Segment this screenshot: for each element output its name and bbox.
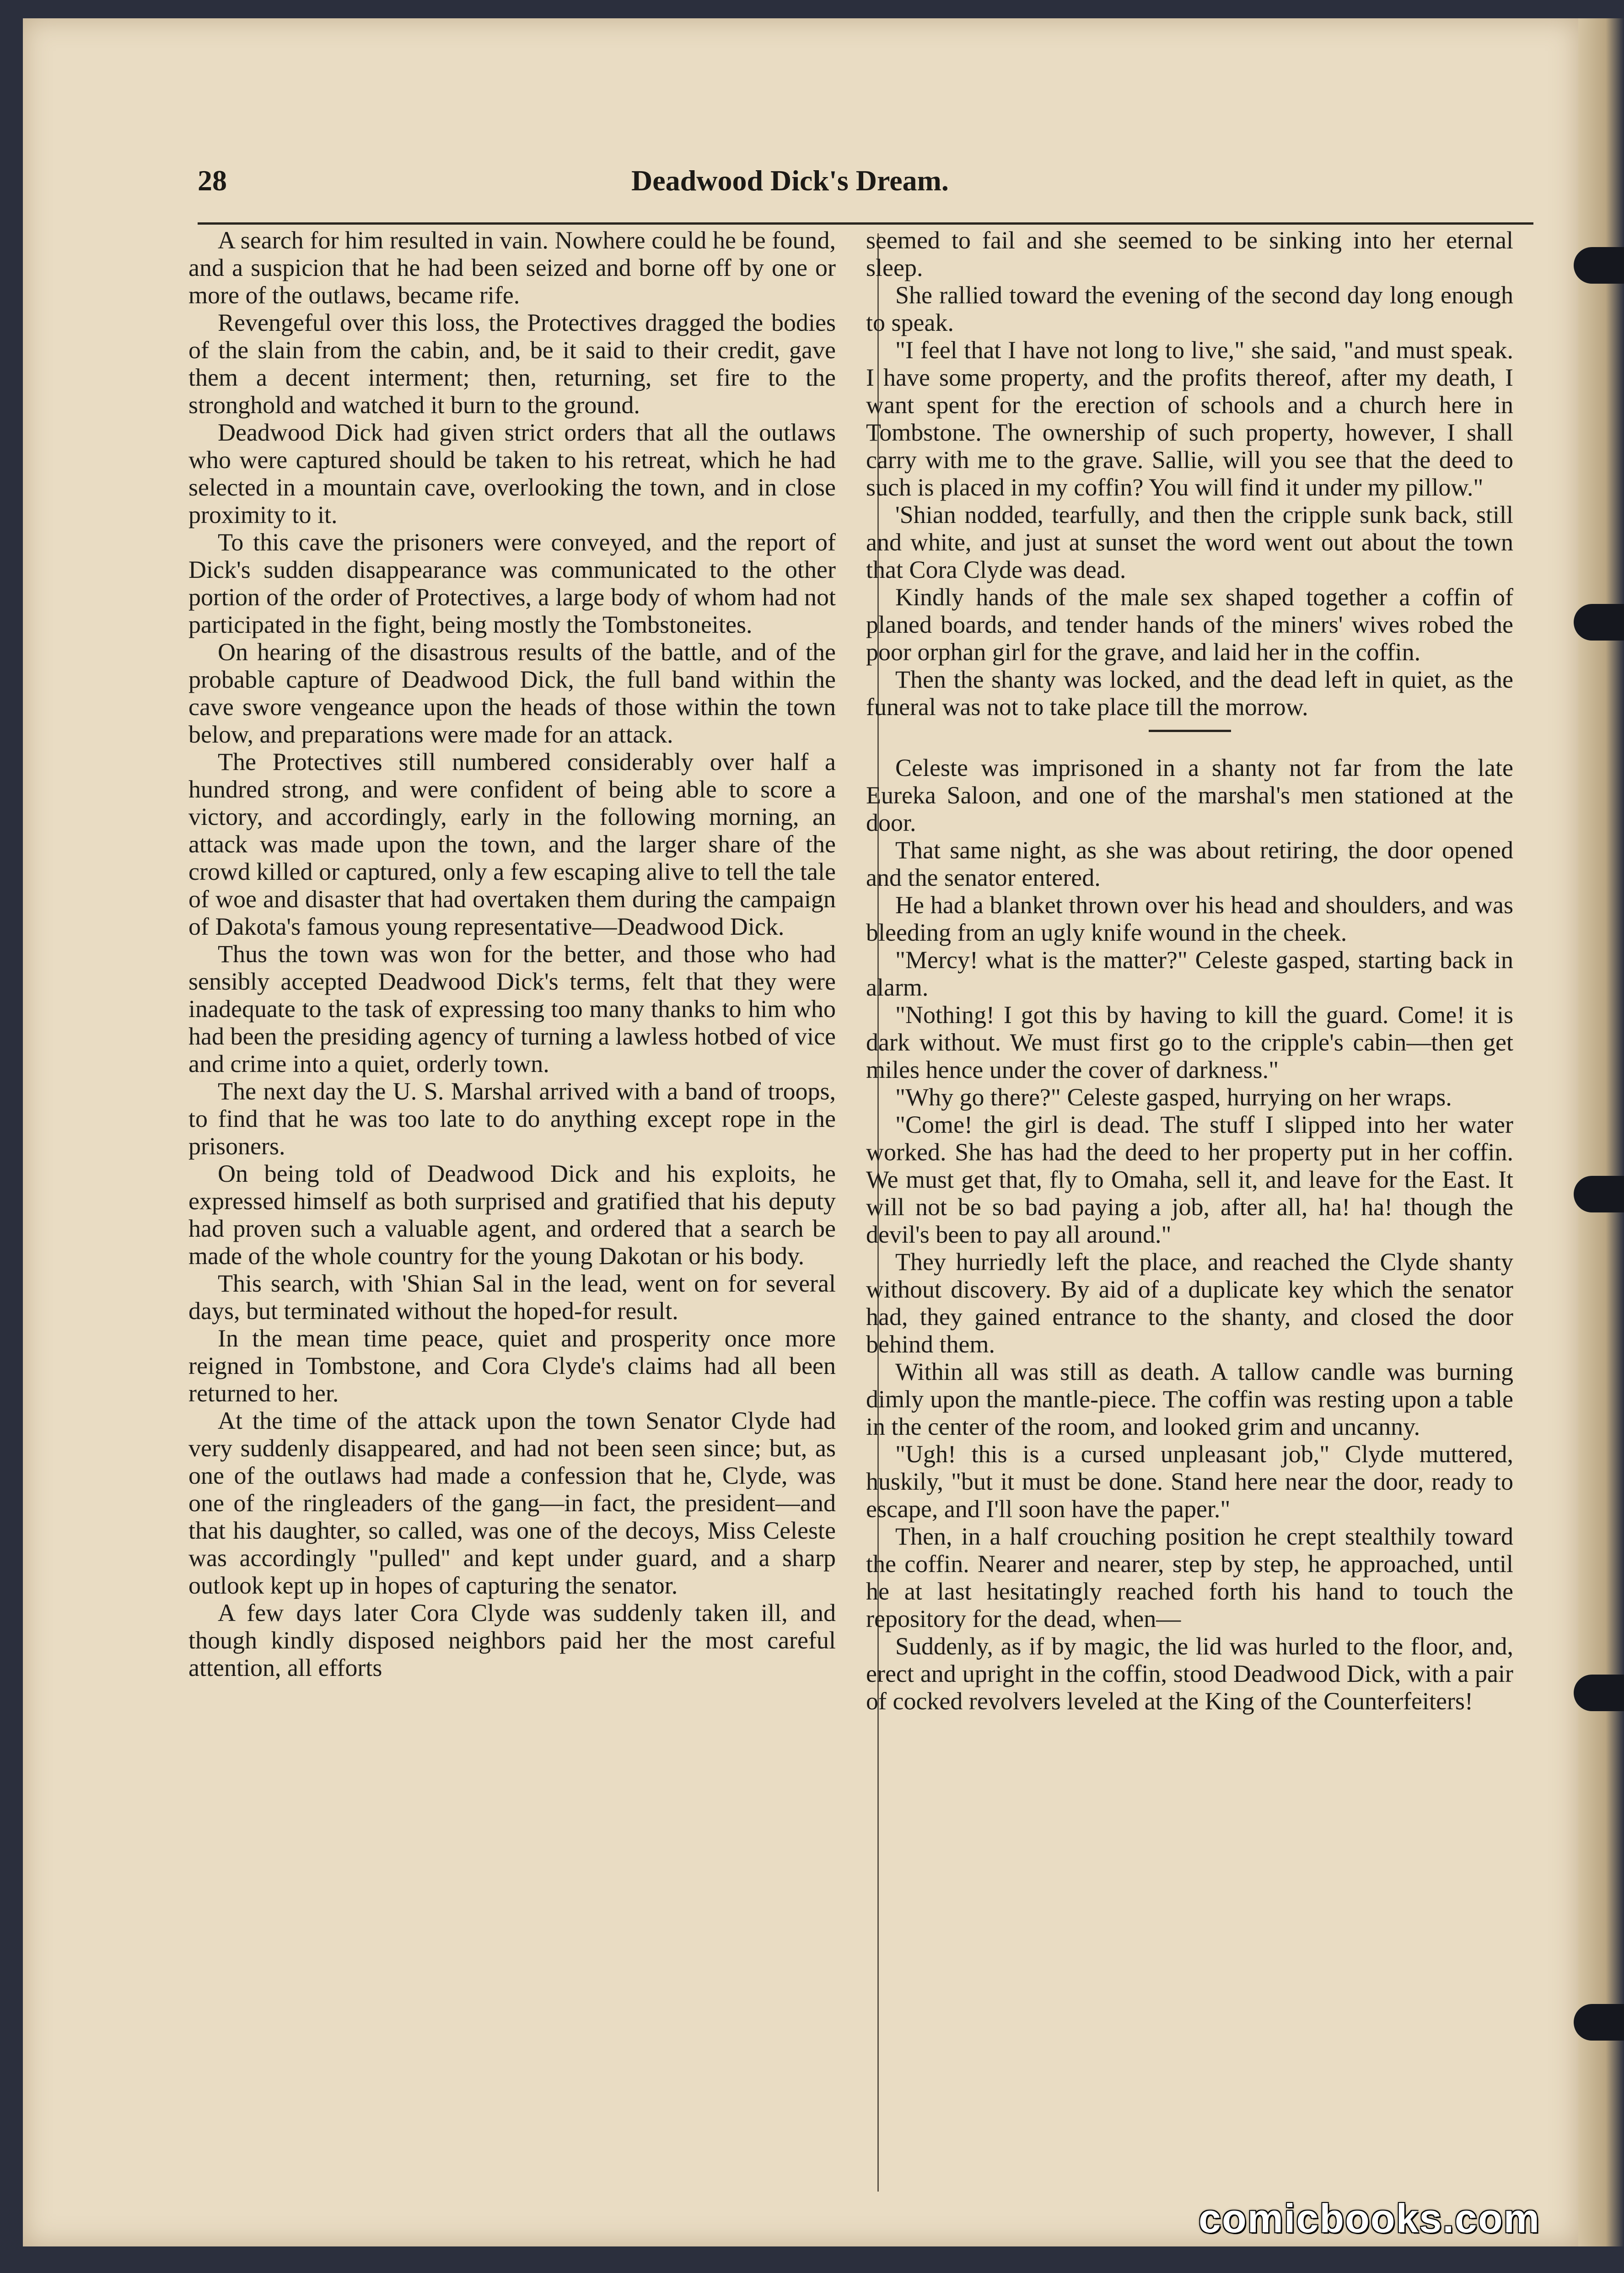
binding-hole-icon xyxy=(1574,1675,1624,1711)
page-title: Deadwood Dick's Dream. xyxy=(631,164,949,197)
watermark: comicbooks.com xyxy=(1199,2196,1540,2241)
paragraph: Suddenly, as if by magic, the lid was hurled to the floor, and, erect and upright in the coffin, stood Deadwood Dick, with a pair of cocked revolvers leveled at the King of the Counterfeiters! xyxy=(866,1632,1513,1715)
paragraph: Deadwood Dick had given strict orders that all the outlaws who were captured should be taken to his retreat, which he had selected in a mountain cave, overlooking the town, and in close proximity to it. xyxy=(188,419,836,528)
paragraph: 'Shian nodded, tearfully, and then the cripple sunk back, still and white, and just at sunset the word went out about the town that Cora Clyde was dead. xyxy=(866,501,1513,583)
paragraph: Kindly hands of the male sex shaped together a coffin of planed boards, and tender hands of the miners' wives robed the poor orphan girl for the grave, and laid her in the coffin. xyxy=(866,583,1513,666)
paragraph: They hurriedly left the place, and reached the Clyde shanty without discovery. By aid of a duplicate key which the senator had, they gained entrance to the shanty, and closed the door behind them. xyxy=(866,1248,1513,1358)
right-column xyxy=(866,226,1513,1715)
paragraph: Within all was still as death. A tallow candle was burning dimly upon the mantle-piece. The coffin was resting upon a table in the center of the room, and looked grim and uncanny. xyxy=(866,1358,1513,1440)
paragraph: Then, in a half crouching position he crept stealthily toward the coffin. Nearer and nearer, step by step, he approached, until he at last hesitatingly reached forth his hand to touch the repository for the dead, when— xyxy=(866,1523,1513,1632)
paragraph: A few days later Cora Clyde was suddenly taken ill, and though kindly disposed neighbors paid her the most careful attention, all efforts xyxy=(188,1599,836,1681)
paragraph: Thus the town was won for the better, and those who had sensibly accepted Deadwood Dick's terms, felt that they were inadequate to the task of expressing too many thanks to him who had been the presiding agency of turning a lawless hotbed of vice and crime into a quiet, orderly town. xyxy=(188,940,836,1077)
paragraph: Celeste was imprisoned in a shanty not far from the late Eureka Saloon, and one of the marshal's men stationed at the door. xyxy=(866,754,1513,836)
paragraph: "Come! the girl is dead. The stuff I slipped into her water worked. She has had the deed to her property put in her coffin. We must get that, fly to Omaha, sell it, and leave for the East. It will not be so bad paying a job, after all, ha! ha! though the devil's been to pay all around." xyxy=(866,1111,1513,1248)
page-number: 28 xyxy=(198,164,227,197)
section-separator xyxy=(1149,730,1231,732)
paragraph: She rallied toward the evening of the second day long enough to speak. xyxy=(866,281,1513,336)
binding-edge xyxy=(1578,18,1624,2246)
binding-hole-icon xyxy=(1574,2004,1624,2041)
paragraph: To this cave the prisoners were conveyed, and the report of Dick's sudden disappearance was communicated to the other portion of the order of Protectives, a large body of whom had not participated in the fight, being mostly the Tombstoneites. xyxy=(188,528,836,638)
paragraph: On being told of Deadwood Dick and his exploits, he expressed himself as both surprised and gratified that his deputy had proven such a valuable agent, and ordered that a search be made of the whole country for the young Dakotan or his body. xyxy=(188,1160,836,1270)
paragraph: "Nothing! I got this by having to kill the guard. Come! it is dark without. We must first go to the cripple's cabin—then get miles hence under the cover of darkness." xyxy=(866,1001,1513,1083)
paragraph: The next day the U. S. Marshal arrived with a band of troops, to find that he was too late to do anything except rope in the prisoners. xyxy=(188,1077,836,1160)
left-column xyxy=(188,226,836,1681)
paragraph: "I feel that I have not long to live," she said, "and must speak. I have some property, and the profits thereof, after my death, I want spent for the erection of schools and a church here in Tombstone. The ownership of such property, however, I shall carry with me to the grave. Sallie, will you see that the deed to such is placed in my coffin? You will find it under my pillow." xyxy=(866,336,1513,501)
paragraph: Revengeful over this loss, the Protectives dragged the bodies of the slain from the cabin, and, be it said to their credit, gave them a decent interment; then, returning, set fire to the stronghold and watched it burn to the ground. xyxy=(188,309,836,419)
paragraph: At the time of the attack upon the town Senator Clyde had very suddenly disappeared, and had not been seen since; but, as one of the outlaws had made a confession that he, Clyde, was one of the ringleaders of the gang—in fact, the president—and that his daughter, so called, was one of the decoys, Miss Celeste was accordingly "pulled" and kept under guard, and a sharp outlook kept up in hopes of capturing the senator. xyxy=(188,1407,836,1599)
paragraph: In the mean time peace, quiet and prosperity once more reigned in Tombstone, and Cora Clyde's claims had all been returned to her. xyxy=(188,1325,836,1407)
paragraph: A search for him resulted in vain. Nowhere could he be found, and a suspicion that he had been seized and borne off by one or more of the outlaws, became rife. xyxy=(188,226,836,309)
paragraph: "Mercy! what is the matter?" Celeste gasped, starting back in alarm. xyxy=(866,946,1513,1001)
paragraph: "Why go there?" Celeste gasped, hurrying on her wraps. xyxy=(895,1083,1452,1111)
header-rule xyxy=(198,222,1533,225)
binding-hole-icon xyxy=(1574,604,1624,641)
paragraph: "Ugh! this is a cursed unpleasant job," Clyde muttered, huskily, "but it must be done. Stand here near the door, ready to escape, and I'll soon have the paper." xyxy=(866,1440,1513,1523)
paragraph: On hearing of the disastrous results of the battle, and of the probable capture of Deadwood Dick, the full band within the cave swore vengeance upon the heads of those within the town below, and preparations were made for an attack. xyxy=(188,638,836,748)
paragraph: That same night, as she was about retiring, the door opened and the senator entered. xyxy=(866,836,1513,891)
binding-hole-icon xyxy=(1574,1176,1624,1212)
paragraph: seemed to fail and she seemed to be sinking into her eternal sleep. xyxy=(866,226,1513,281)
paragraph: This search, with 'Shian Sal in the lead, went on for several days, but terminated without the hoped-for result. xyxy=(188,1270,836,1325)
paragraph: Then the shanty was locked, and the dead left in quiet, as the funeral was not to take place till the morrow. xyxy=(866,666,1513,721)
paragraph: He had a blanket thrown over his head and shoulders, and was bleeding from an ugly knife wound in the cheek. xyxy=(866,891,1513,946)
binding-hole-icon xyxy=(1574,247,1624,284)
paragraph: The Protectives still numbered considerably over half a hundred strong, and were confident of being able to score a victory, and accordingly, early in the following morning, an attack was made upon the town, and the larger share of the crowd killed or captured, only a few escaping alive to tell the tale of woe and disaster that had overtaken them during the campaign of Dakota's famous young representative—Deadwood Dick. xyxy=(188,748,836,940)
